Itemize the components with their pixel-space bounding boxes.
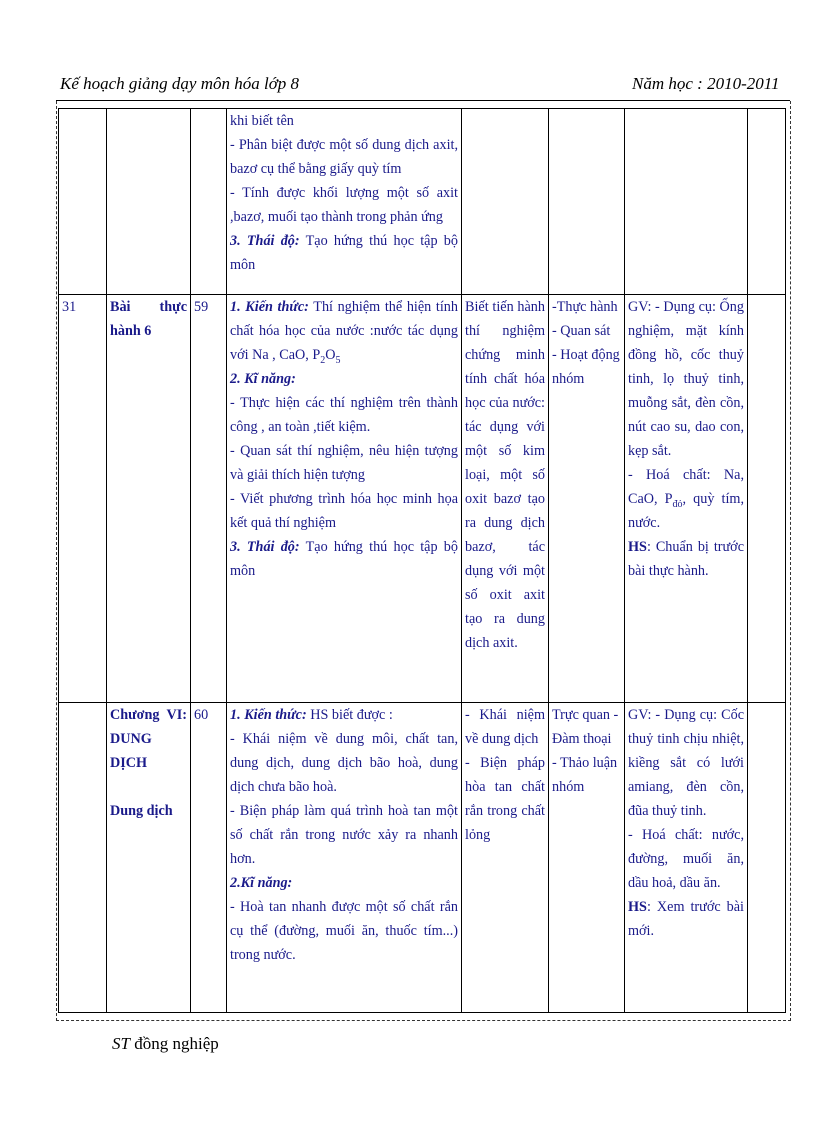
attitude-line [230,229,458,277]
method-item: Trực quan - Đàm thoại [552,707,619,747]
table-row [59,703,786,1013]
attitude-line [230,535,458,583]
method-item: -Thực hành [552,299,618,315]
stt-cell [59,703,107,1013]
knowledge-line [230,703,458,727]
footer-note [112,1034,219,1054]
formula-subscript: 2 [320,354,326,366]
attitude-label: 3. Thái độ: [230,233,300,249]
focus-cell: Biết tiến hành thí nghiệm chứng minh tính chất hóa học của nước: tác dụng với một số kim loại, một số oxit bazơ tạo ra dung dịch bazơ, tác dụng với một số oxit axit tạo ra dung dịch axit. [462,295,549,703]
materials-teacher: GV: - Dụng cụ: Cốc thuỷ tinh chịu nhiệt, kiềng sắt có lưới amiang, đèn cồn, đũa thuỷ tinh. [628,707,744,819]
notes-cell [748,109,786,295]
method-item: - Quan sát [552,323,611,339]
objectives-cell [227,295,462,703]
objectives-cell [227,109,462,295]
skill-line: - Hoà tan nhanh được một số chất rắn cụ thể (đường, muối ăn, thuốc tím...) trong nước. [230,899,458,963]
table-row [59,295,786,703]
focus-cell [462,109,549,295]
header-subject-title: Kế hoạch giảng dạy môn hóa lớp 8 [60,74,300,93]
stt-cell: 31 [59,295,107,703]
materials-teacher: GV: - Dụng cụ: Ống nghiệm, mặt kính đồng hồ, cốc thuỷ tinh, lọ thuỷ tinh, muỗng sắt, đèn cồn, nút cao su, dao con, kẹp sắt. [628,299,744,459]
materials-cell [625,703,748,1013]
period-cell: 60 [191,703,227,1013]
knowledge-item: - Biện pháp làm quá trình hoà tan một số chất rắn trong nước xảy ra nhanh hơn. [230,803,458,867]
formula-subscript: 5 [335,354,341,366]
formula-subscript: đỏ [672,498,683,510]
method-item: - Hoạt động nhóm [552,347,620,387]
notes-cell [748,703,786,1013]
skills-label: 2.Kĩ năng: [230,875,293,891]
attitude-text: Tạo hứng thú học tập bộ môn [230,539,458,579]
materials-cell [625,295,748,703]
knowledge-text: HS biết được : [310,707,393,723]
header-school-year: Năm học : 2010-2011 [632,74,780,93]
methods-cell [549,109,625,295]
lesson-cell [107,109,191,295]
skill-line: - Quan sát thí nghiệm, nêu hiện tượng và giải thích hiện tượng [230,443,458,483]
methods-cell [549,703,625,1013]
materials-student: HS: Xem trước bài mới. [628,899,744,939]
materials-student: HS: Chuẩn bị trước bài thực hành. [628,539,744,579]
period-cell: 59 [191,295,227,703]
methods-cell [549,295,625,703]
knowledge-text: Thí nghiệm thể hiện tính chất hóa học của nước :nước tác dụng với Na , CaO, P [230,299,458,363]
skills-label: 2. Kĩ năng: [230,371,296,387]
chapter-title: Chương VI: DUNG DỊCH [110,707,187,771]
materials-cell [625,109,748,295]
knowledge-label: 1. Kiến thức: [230,299,309,315]
knowledge-line [230,295,458,367]
knowledge-item: - Khái niệm về dung môi, chất tan, dung dịch, dung dịch bão hoà, dung dịch chưa bão hoà. [230,731,458,795]
lesson-plan-table [58,108,786,1013]
stt-cell [59,109,107,295]
formula-o: O [325,347,336,363]
notes-cell [748,295,786,703]
attitude-label: 3. Thái độ: [230,539,300,555]
period-cell [191,109,227,295]
knowledge-label: 1. Kiến thức: [230,707,307,723]
lesson-cell [107,703,191,1013]
method-item: - Thảo luận nhóm [552,755,618,795]
objectives-cell [227,703,462,1013]
objective-line: khi biết tên [230,113,294,129]
focus-cell: - Khái niệm về dung dịch - Biện pháp hòa tan chất rắn trong chất lỏng [462,703,549,1013]
table-row [59,109,786,295]
footer-text: đồng nghiệp [129,1034,219,1053]
attitude-text: Tạo hứng thú học tập bộ môn [230,233,458,273]
objective-line: - Phân biệt được một số dung dịch axit, bazơ cụ thể bằng giấy quỳ tím [230,137,458,177]
skill-line: - Viết phương trình hóa học minh họa kết quả thí nghiệm [230,491,458,531]
lesson-cell: Bài thực hành 6 [107,295,191,703]
skill-line: - Thực hiện các thí nghiệm trên thành công , an toàn ,tiết kiệm. [230,395,458,435]
materials-chemicals: - Hoá chất: nước, đường, muối ăn, dầu hoả, dầu ăn. [628,827,744,891]
materials-chemicals: - Hoá chất: Na, CaO, $P_{đỏ}$, quỳ tím, nước. [628,467,744,531]
footer-prefix: ST [112,1034,130,1053]
lesson-title: Dung dịch [110,803,173,819]
objective-line: - Tính được khối lượng một số axit ,bazơ, muối tạo thành trong phản ứng [230,185,458,225]
